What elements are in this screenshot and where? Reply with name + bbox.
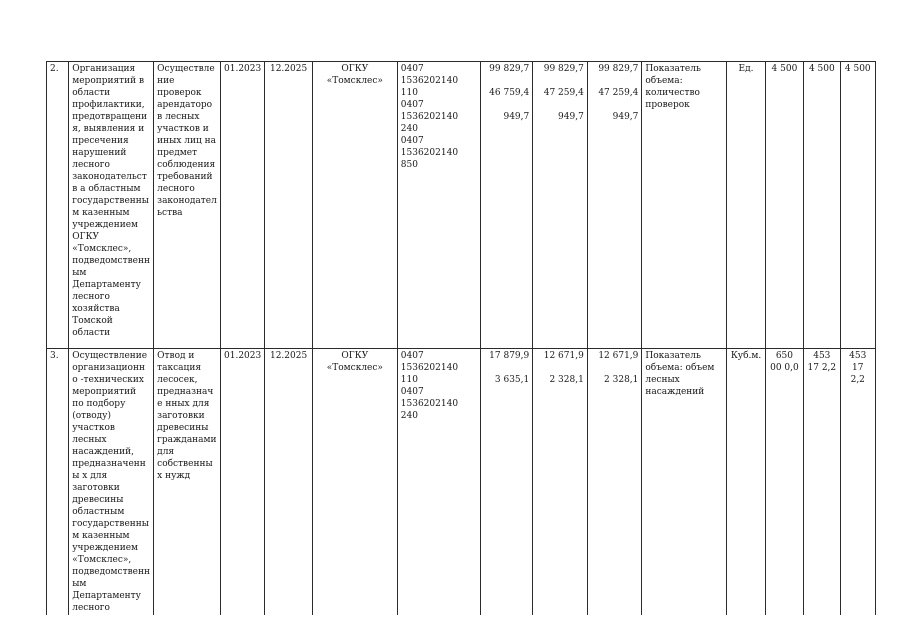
funding-year-2: 12 671,9 2 328,1	[533, 349, 588, 616]
funding-year-1: 99 829,7 46 759,4 949,7	[480, 62, 533, 349]
row-number: 2.	[47, 62, 69, 349]
action-description: Отвод и таксация лесосек, предназначе нных для заготовки древесины гражданами для собственных нужд	[154, 349, 221, 616]
table-row	[47, 349, 876, 616]
funding-year-2: 99 829,7 47 259,4 949,7	[533, 62, 588, 349]
indicator-value-1: 650 00 0,0	[765, 349, 803, 616]
start-date: 01.2023	[220, 62, 264, 349]
funding-year-3: 99 829,7 47 259,4 949,7	[587, 62, 642, 349]
indicator-value-2: 4 500	[804, 62, 840, 349]
activity-name: Осуществление организационно -технических мероприятий по подбору (отводу) участков лесных насаждений, предназначенны х для заготовки древесины областным государственны м казенным учреждением «Томсклес», подведомственн ым Департаменту лесного	[69, 349, 154, 616]
end-date: 12.2025	[265, 62, 313, 349]
unit: Ед.	[727, 62, 765, 349]
budget-codes: 0407 1536202140 110 0407 1536202140 240	[397, 349, 480, 616]
unit: Куб.м.	[727, 349, 765, 616]
row-number: 3.	[47, 349, 69, 616]
indicator-value-2: 453 17 2,2	[804, 349, 840, 616]
action-description: Осуществле ние проверок арендаторов лесных участков и иных лиц на предмет соблюдения требований лесного законодател ьства	[154, 62, 221, 349]
indicator-name: Показатель объема: количество проверок	[642, 62, 727, 349]
end-date: 12.2025	[265, 349, 313, 616]
indicator-value-1: 4 500	[765, 62, 803, 349]
funding-year-3: 12 671,9 2 328,1	[587, 349, 642, 616]
program-activities-table	[46, 61, 876, 615]
indicator-name: Показатель объема: объем лесных насаждений	[642, 349, 727, 616]
executor: ОГКУ «Томсклес»	[312, 349, 397, 616]
funding-year-1: 17 879,9 3 635,1	[480, 349, 533, 616]
budget-codes: 0407 1536202140 110 0407 1536202140 240 0407 1536202140 850	[397, 62, 480, 349]
indicator-value-3: 453 17 2,2	[840, 349, 875, 616]
table-row	[47, 62, 876, 349]
executor: ОГКУ «Томсклес»	[312, 62, 397, 349]
activity-name: Организация мероприятий в области профилактики, предотвращени я, выявления и пресечения нарушений лесного законодательств а областным государственны м казенным учреждением ОГКУ «Томсклес», подведомственн ым Департаменту лесного хозяйства Томской области	[69, 62, 154, 349]
start-date: 01.2023	[220, 349, 264, 616]
indicator-value-3: 4 500	[840, 62, 875, 349]
